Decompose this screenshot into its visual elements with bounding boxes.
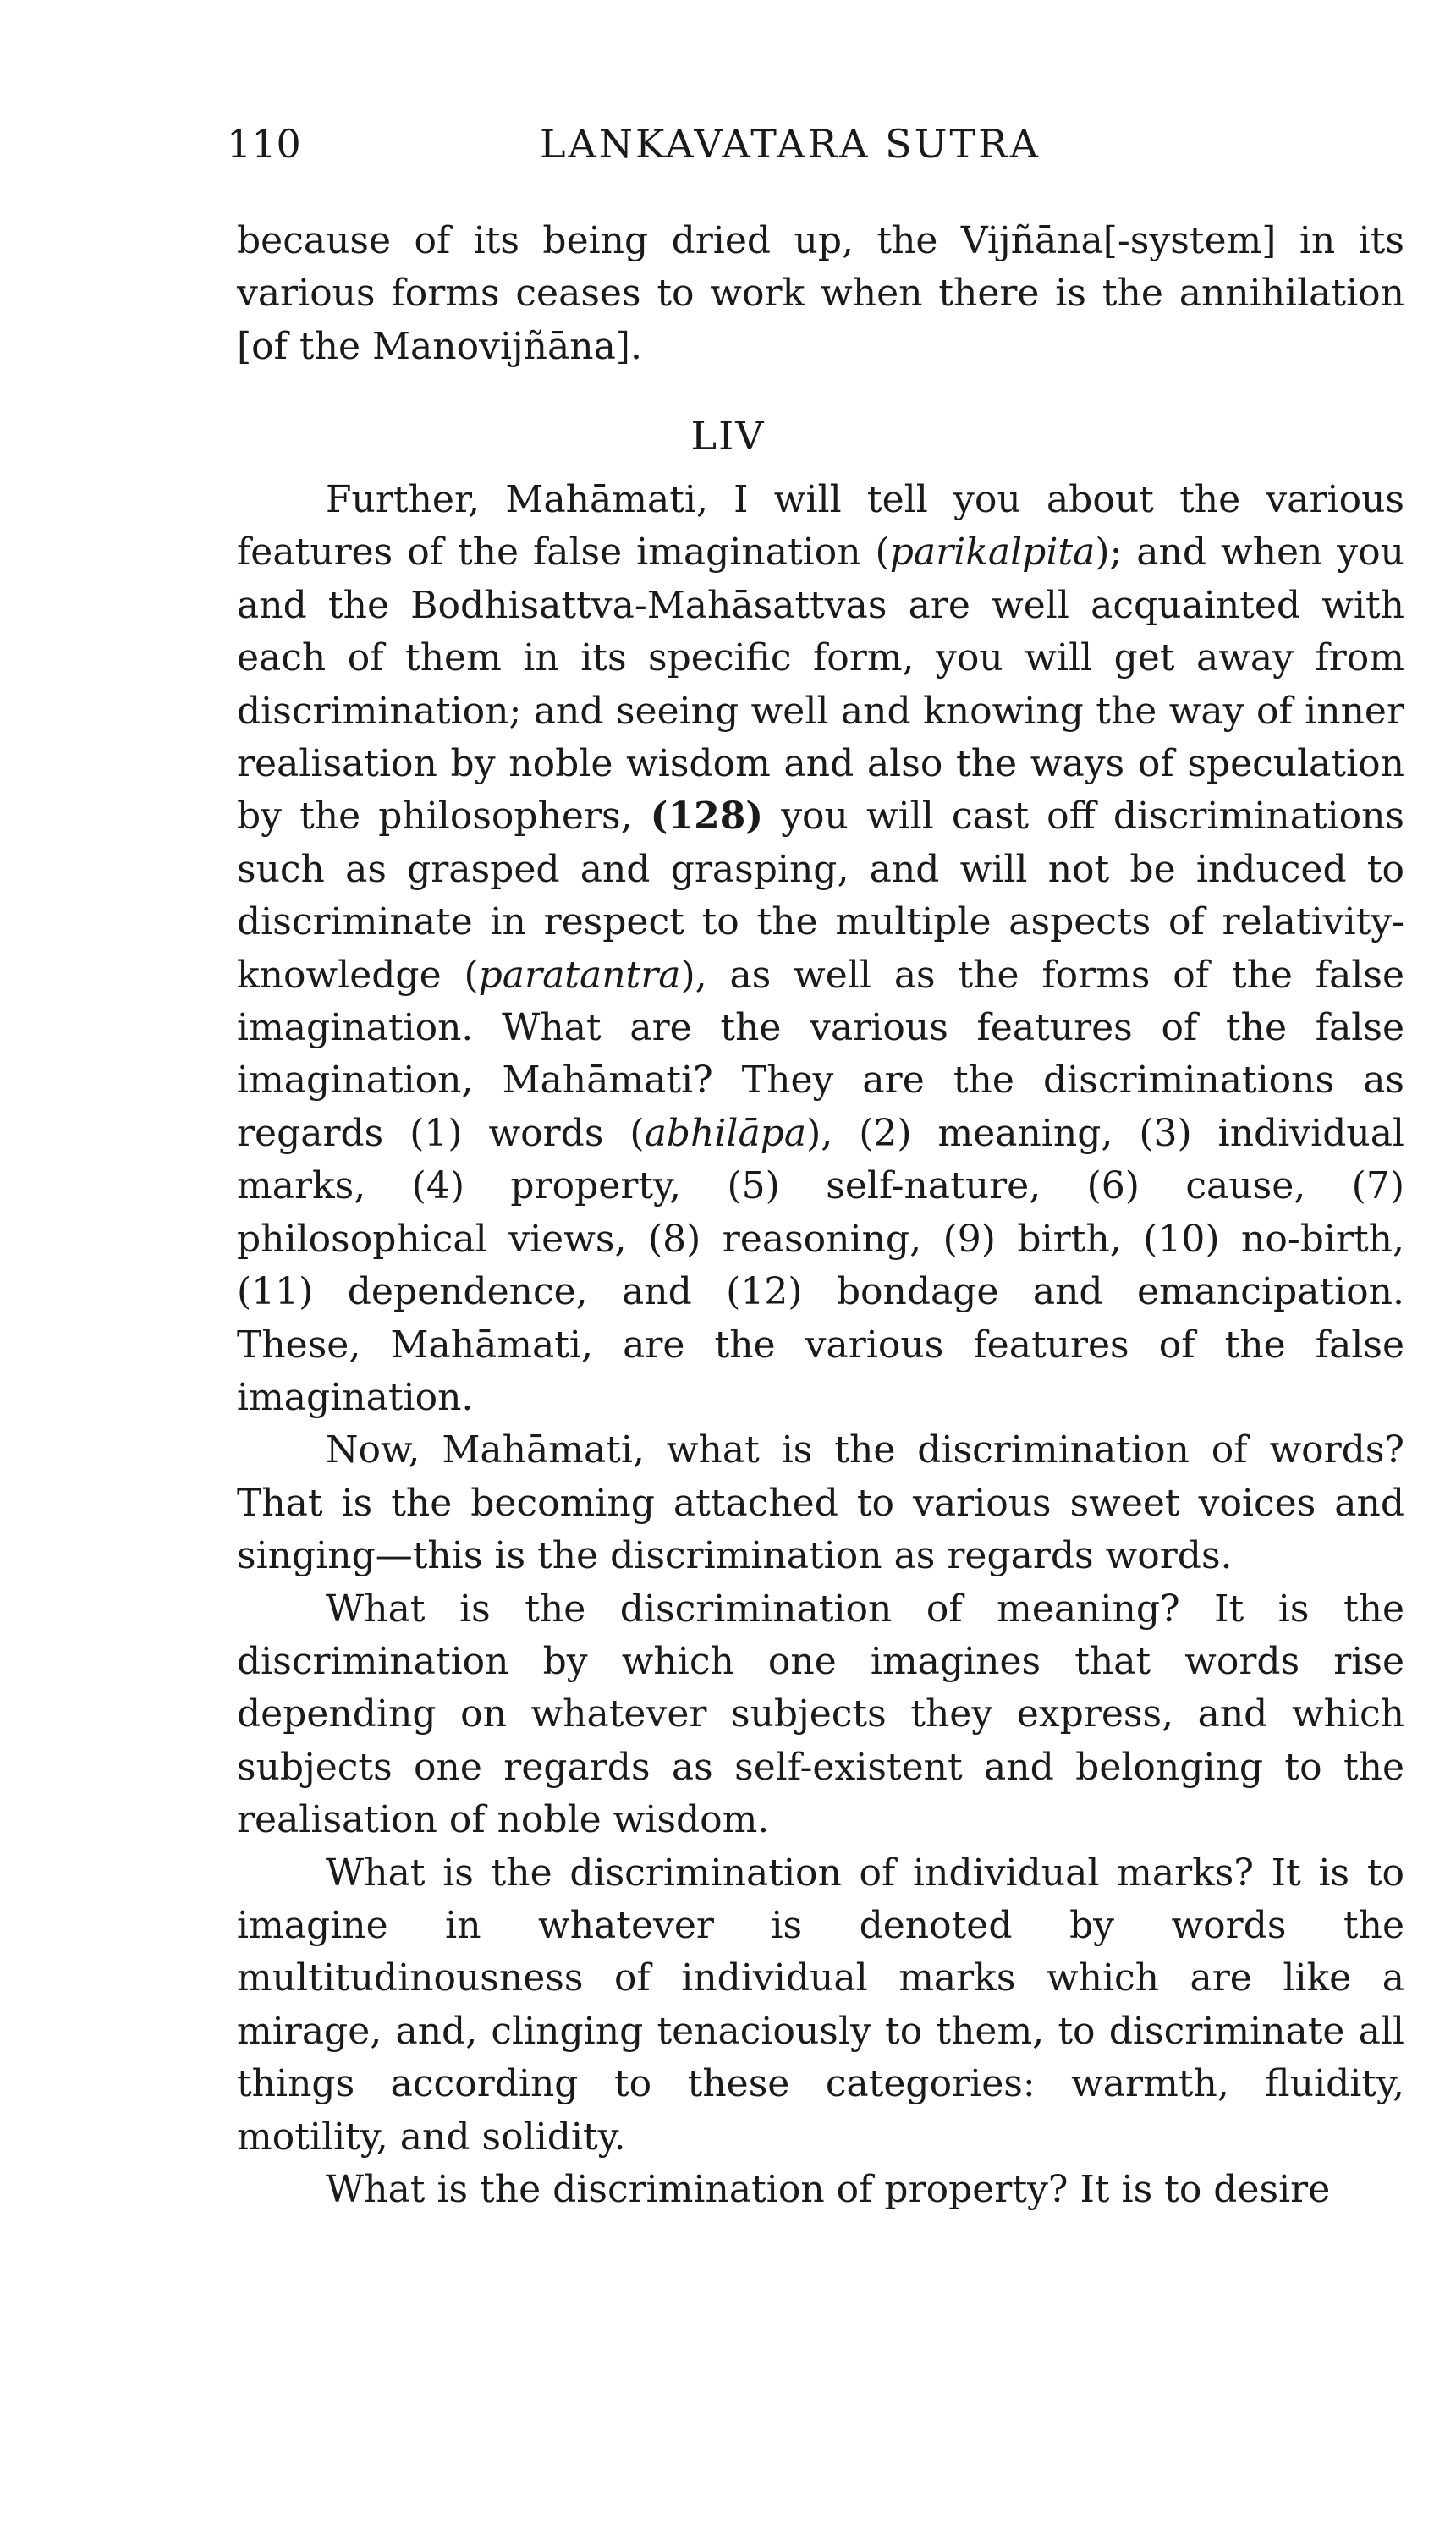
paragraph-1: [237, 474, 1404, 1424]
continuation-paragraph: [237, 215, 1404, 373]
paragraph-5: What is the discrimination of property? It is to desire: [326, 2168, 1331, 2211]
paragraph-1-part-b: ); and when you and the Bodhisattva-Mahāsattvas are well acquainted with each of them in its specific form, you will get away from discrimination; and seeing well and knowing the way of inner realisation by noble wisdom and also the ways of speculation by the philosophers,: [237, 531, 1404, 839]
paragraph-1-part-c: you will cast off discriminations such as grasped and grasping, and will not be induced to discriminate in respect to the multiple aspects of relativity-knowledge (: [237, 795, 1404, 997]
continuation-text: because of its being dried up, the Vijñāna[-system] in its various forms ceases to work when there is the annihilation [of the Manovijñāna].: [237, 219, 1404, 368]
paragraph-4: What is the discrimination of individual marks? It is to imagine in whatever is denoted by words the multitudinousness of individual marks which are like a mirage, and, clinging tenaciously to them, to discriminate all things according to these categories: warmth, fluidity, motility, and solidity.: [237, 1851, 1404, 2159]
paragraph-1-part-e: ), (2) meaning, (3) individual marks, (4) property, (5) self-nature, (6) cause, (7) philosophical views, (8) reasoning, (9) birth, (10) no-birth, (11) dependence, and (12) bondage and emancipation. These, Mahāmati, are the various features of the false imagination.: [237, 1111, 1405, 1419]
sanskrit-term-abhilapa: abhilāpa: [644, 1111, 807, 1155]
paragraph-3: What is the discrimination of meaning? It is the discrimination by which one imagines that words rise depending on whatever subjects they express, and which subjects one regards as self-existent and belonging to the realisation of noble wisdom.: [237, 1587, 1404, 1842]
paragraph-2: Now, Mahāmati, what is the discrimination of words? That is the becoming attached to various sweet voices and singing—this is the discrimination as regards words.: [237, 1428, 1404, 1578]
section-heading: LIV: [690, 413, 766, 459]
paragraph-1-part-d: ), as well as the forms of the false imagination. What are the various features of the false imagination, Mahāmati? They are the discriminations as regards (1) words (: [237, 953, 1404, 1155]
section-body: [237, 474, 1404, 2216]
page-number: 110: [227, 121, 301, 167]
sanskrit-term-parikalpita: parikalpita: [889, 531, 1096, 575]
paragraph-1-part-a: Further, Mahāmati, I will tell you about the various features of the false imagination (: [237, 478, 1404, 575]
sanskrit-term-paratantra: paratantra: [478, 953, 681, 997]
page-marker: (128): [650, 795, 764, 839]
running-title: LANKAVATARA SUTRA: [540, 121, 1041, 167]
page-header: [227, 118, 1157, 169]
